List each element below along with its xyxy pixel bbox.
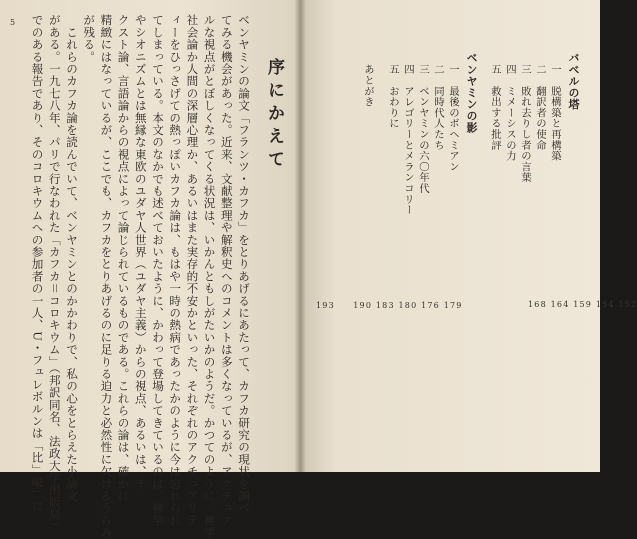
toc-page-numbers-group-1: 168 164 159 154 152 — [528, 300, 637, 309]
toc-entry: 三 敗れ去りし者の言葉 — [519, 64, 531, 183]
body-line: てしまっている。本文のなかでも述べておいたように、かわって登場してきているのは、神学 — [151, 14, 165, 527]
toc-entry: 三 ベンヤミンの六〇年代 — [417, 64, 429, 194]
body-line: でのある報告であり、そのコロキウムへの参加者の一人、U・フュレボルンは「比」喩」に — [30, 14, 45, 513]
toc-entry: 二 同時代人たち — [432, 64, 444, 151]
toc-entry: 一 最後のボヘミアン — [447, 64, 459, 172]
body-line: やシオニズムとは無縁な東欧のユダヤ人世界（ユダヤ主義）からの視点、あるいは、テ — [133, 14, 148, 490]
body-line: てみる機会があった。近来、文献整理や解釈史へのコメントは多くなっているが、アクチュア — [219, 14, 234, 527]
body-line: これらのカフカ論を読んでいて、ベンヤミンとのかかわりで、私の心をとらえた小論文 — [65, 14, 79, 502]
body-line: 社会論か人間の深層心理か、あるいはまた実存的不安かといった、それぞれのアクチュアリテ — [185, 14, 200, 527]
toc-entry: 四 ミメーシスの力 — [504, 64, 516, 162]
toc-entry: 四 アレゴリーとメランコリー — [402, 64, 414, 216]
toc-entry: 二 翻訳者の使命 — [534, 64, 546, 151]
chapter-title: 序にかえて — [264, 58, 284, 173]
body-line: クスト論、言語論からの視点によって論じられているものである。これらの論は、確かに — [116, 14, 131, 502]
toc-entry: 一 脱構築と再構築 — [549, 64, 561, 162]
body-line: ルな視点がとぼしくなってくる状況は、いかんともしがたいかのようだ。かつてのように、神学 — [202, 14, 217, 539]
toc-entry: 五 おわりに — [387, 64, 399, 129]
toc-part-heading: バベルの塔 — [567, 52, 580, 110]
right-page — [300, 0, 637, 472]
page-number: 5 — [10, 18, 16, 27]
toc-entry: 五 救出する批評 — [489, 64, 501, 151]
toc-entry: あとがき — [362, 64, 374, 108]
left-page — [0, 0, 300, 539]
body-line: 精緻にはなっているが、ここでも、カフカをとりあげるのに足りる迫力と必然性に欠けるうらみ — [99, 14, 114, 539]
toc-part-heading: ベンヤミンの影 — [465, 52, 478, 134]
body-line: ィーをひっさげての熱っぽいカフカ論は、もはや一時の熱病であったかのように今は忘れられ — [168, 14, 183, 527]
body-line: ベンヤミンの論文「フランツ・カフカ」をとりあげるにあたって、カフカ研究の現状を調べ — [237, 14, 251, 515]
book-gutter — [294, 0, 306, 472]
body-line: が残る。 — [82, 14, 97, 63]
toc-page-numbers-group-2: 193 190 183 180 176 179 — [316, 301, 463, 310]
body-line: がある。一九七八年、パリで行なわれた「カフカ＝コロキウム」（邦訳同名、法政大学出版局） — [47, 14, 62, 533]
